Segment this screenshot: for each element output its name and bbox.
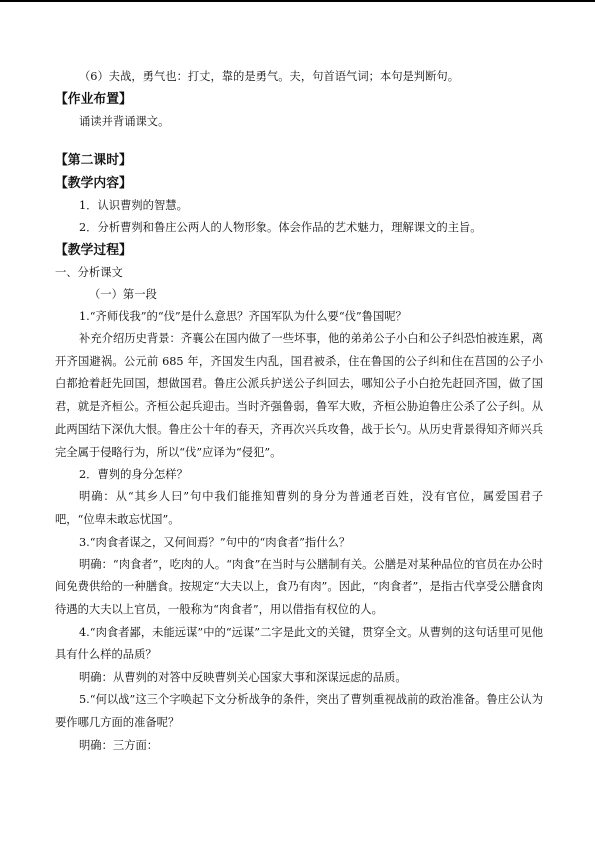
question-4-paragraph: 4.“肉食者鄙，未能远谋”中的“远谋”二字是此文的关键，贯穿全文。从曹刿的这句话里可见他具有什么样的品质？ [55,625,543,662]
history-background-paragraph: 补充介绍历史背景：齐襄公在国内做了一些坏事，他的弟弟公子小白和公子纠恐怕被连累，离开齐国避祸。公元前 685 年，齐国发生内乱，国君被杀，住在鲁国的公子纠和住在莒国的公子小白都抢着赶先回国，想做国君。鲁庄公派兵护送公子纠回去，哪知公子小白抢先赶回齐国，做了国君，就是齐桓公。齐桓公起兵迎击。当时齐强鲁弱，鲁军大败，齐桓公胁迫鲁庄公杀了公子纠。从此两国结下深仇大恨。鲁庄公十年的春天，齐再次兴兵攻鲁，战于长勺。从历史背景得知齐师兴兵完全属于侵略行为，所以“伐”应译为“侵犯”。 [55,332,543,459]
top-border-line [0,0,595,2]
answer-3-paragraph: 明确：“肉食者”，吃肉的人。“肉食”在当时与公膳制有关。公膳是对某种品位的官员在办公时间免费供给的一种膳食。按规定“大夫以上，食乃有肉”。因此，“肉食者”，是指古代享受公膳食肉待遇的大夫以上官员，一般称为“肉食者”，用以借指有权位的人。 [55,557,543,617]
spacer [55,133,543,149]
annotation-line-6: （6）夫战，勇气也：打丈，靠的是勇气。夫，句首语气词；本句是判断句。 [79,70,459,83]
question-5-paragraph: 5.“何以战”这三个字唤起下文分析战争的条件，突出了曹刿重视战前的政治准备。鲁庄公认为要作哪几方面的准备呢？ [55,693,543,729]
question-2: 2．曹刿的身分怎样？ [79,468,188,482]
section-analyze-text: 一、分析课文 [55,266,123,279]
heading-teaching-content: 【教学内容】 [55,176,132,191]
answer-4: 明确：从曹刿的对答中反映曹刿关心国家大事和深谋远虑的品质。 [79,671,407,685]
question-3: 3.“肉食者谋之，又何间焉？”句中的“肉食者”指什么？ [79,535,351,549]
heading-homework: 【作业布置】 [55,92,132,107]
content-item-2: 2．分析曹刿和鲁庄公两人的人物形象。体会作品的艺术魅力，理解课文的主旨。 [79,221,482,234]
question-1: 1.“齐师伐我”的“伐”是什么意思？齐国军队为什么要“伐”鲁国呢？ [79,310,407,323]
answer-2-paragraph: 明确：从“其乡人曰”句中我们能推知曹刿的身分为普通老百姓，没有官位，属爱国君子吧，“位卑未敢忘忧国”。 [55,490,543,526]
document-page [55,66,543,757]
content-item-1: 1．认识曹刿的智慧。 [79,199,188,212]
answer-5: 明确：三方面： [79,738,159,752]
subsection-first-paragraph: （一）第一段 [89,288,157,301]
heading-teaching-process: 【教学过程】 [55,243,132,258]
heading-second-lesson: 【第二课时】 [55,153,132,168]
homework-text: 诵读并背诵课文。 [79,115,170,128]
